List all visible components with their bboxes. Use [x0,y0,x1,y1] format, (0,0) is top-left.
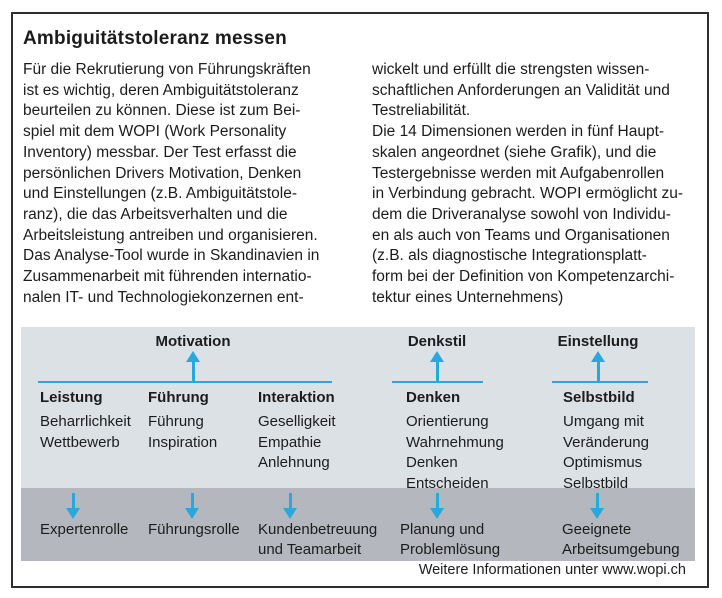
dimension-item: Wahrnehmung [406,433,504,451]
dimension-item: Wettbewerb [40,433,120,451]
dimension-item: Beharrlichkeit [40,413,131,430]
footer-info-url: Weitere Informationen unter www.wopi.ch [418,562,686,578]
arrow-up-icon [430,351,444,381]
arrow-down-icon [185,493,199,519]
dimension-column-fuehrung [148,389,217,453]
text-line: spiel mit dem WOPI (Work Personality [23,123,287,141]
arrow-up-icon [186,351,200,381]
text-line: und Einstellungen (z.B. Ambiguitätstole- [23,185,297,203]
text-line: Inventory) messbar. Der Test erfasst die [23,143,297,161]
dimension-item: Veränderung [563,433,649,451]
text-line: persönlichen Drivers Motivation, Denken [23,164,302,182]
role-line: Expertenrolle [40,521,129,538]
text-line: ranz), die das Arbeitsverhalten und die [23,205,288,223]
text-line: Testreliabilität. [372,102,471,120]
scale-line-motivation [38,381,332,383]
text-line: skalen angeordnet (siehe Grafik), und die [372,143,657,161]
role-line: Arbeitsumgebung [562,541,680,558]
text-line: (z.B. als diagnostische Integrationsplatt- [372,247,647,265]
wopi-dimensions-diagram [21,327,695,561]
dimension-column-leistung [40,389,131,453]
text-line: Arbeitsleistung antreiben und organisieren. [23,226,318,244]
dimension-item: Empathie [258,433,322,451]
dimension-item: Inspiration [148,433,218,451]
text-line: Das Analyse-Tool wurde in Skandinavien in [23,247,320,265]
column-head: Interaktion [258,389,335,406]
role-line: Kundenbetreuung [258,521,378,538]
arrow-down-icon [66,493,80,519]
column-head: Selbstbild [563,389,635,406]
text-line: Zusammenarbeit mit führenden internatio- [23,268,312,286]
dimension-item: Umgang mit [563,413,644,430]
dimension-column-denken [406,389,504,494]
text-line: wickelt und erfüllt die strengsten wissen- [372,61,650,78]
arrow-down-icon [430,493,444,519]
role-label-arbeitsumgebung [562,520,680,560]
text-line: Die 14 Dimensionen werden in fünf Haupt- [372,123,665,141]
text-line: nalen IT- und Technologiekonzernen ent- [23,288,304,306]
dimension-column-selbstbild [563,389,649,494]
text-line: Testergebnisse werden mit Aufgabenrollen [372,164,665,182]
role-line: Führungsrolle [148,521,240,538]
group-label-motivation: Motivation [155,333,231,350]
scale-line-einstellung [552,381,648,383]
dimension-item: Führung [148,413,204,430]
dimension-item: Denken [406,454,458,472]
role-line: Problemlösung [400,541,501,558]
role-label-kundenbetreuung [258,520,377,560]
text-line: form bei der Definition von Kompetenzarchi- [372,268,675,286]
arrow-up-icon [591,351,605,381]
dimension-item: Geselligkeit [258,413,336,430]
role-label-planung [400,520,500,560]
group-label-denkstil: Denkstil [407,333,467,350]
text-line: en als auch von Teams und Organisationen [372,226,670,244]
text-line: Für die Rekrutierung von Führungskräften [23,61,311,78]
group-label-einstellung: Einstellung [557,333,639,350]
column-head: Führung [148,389,209,406]
text-line: ist es wichtig, deren Ambiguitätstoleranz [23,81,299,99]
role-label-fuehrungsrolle [148,520,240,540]
role-line: Geeignete [562,521,632,538]
scale-line-denkstil [392,381,483,383]
dimension-item: Anlehnung [258,454,330,472]
text-line: tektur eines Unternehmens) [372,288,564,306]
dimension-item: Selbstbild [563,474,629,492]
dimension-item: Orientierung [406,413,489,430]
column-head: Denken [406,389,461,406]
body-column-left [23,60,359,308]
dimension-item: Entscheiden [406,474,489,492]
dimension-item: Optimismus [563,454,643,472]
body-column-right [372,60,704,308]
column-head: Leistung [40,389,103,406]
arrow-down-icon [283,493,297,519]
text-line: beurteilen zu können. Diese ist zum Bei- [23,102,301,120]
role-line: Planung und [400,521,485,538]
dimension-column-interaktion [258,389,336,474]
role-line: und Teamarbeit [258,541,362,558]
arrow-down-icon [590,493,604,519]
text-line: schaftlichen Anforderungen an Validität und [372,81,670,99]
page-title: Ambiguitätstoleranz messen [23,28,287,49]
role-label-expertenrolle [40,520,128,540]
text-line: dem die Driveranalyse sowohl von Individu- [372,205,671,223]
text-line: in Verbindung gebracht. WOPI ermöglicht zu- [372,185,684,203]
